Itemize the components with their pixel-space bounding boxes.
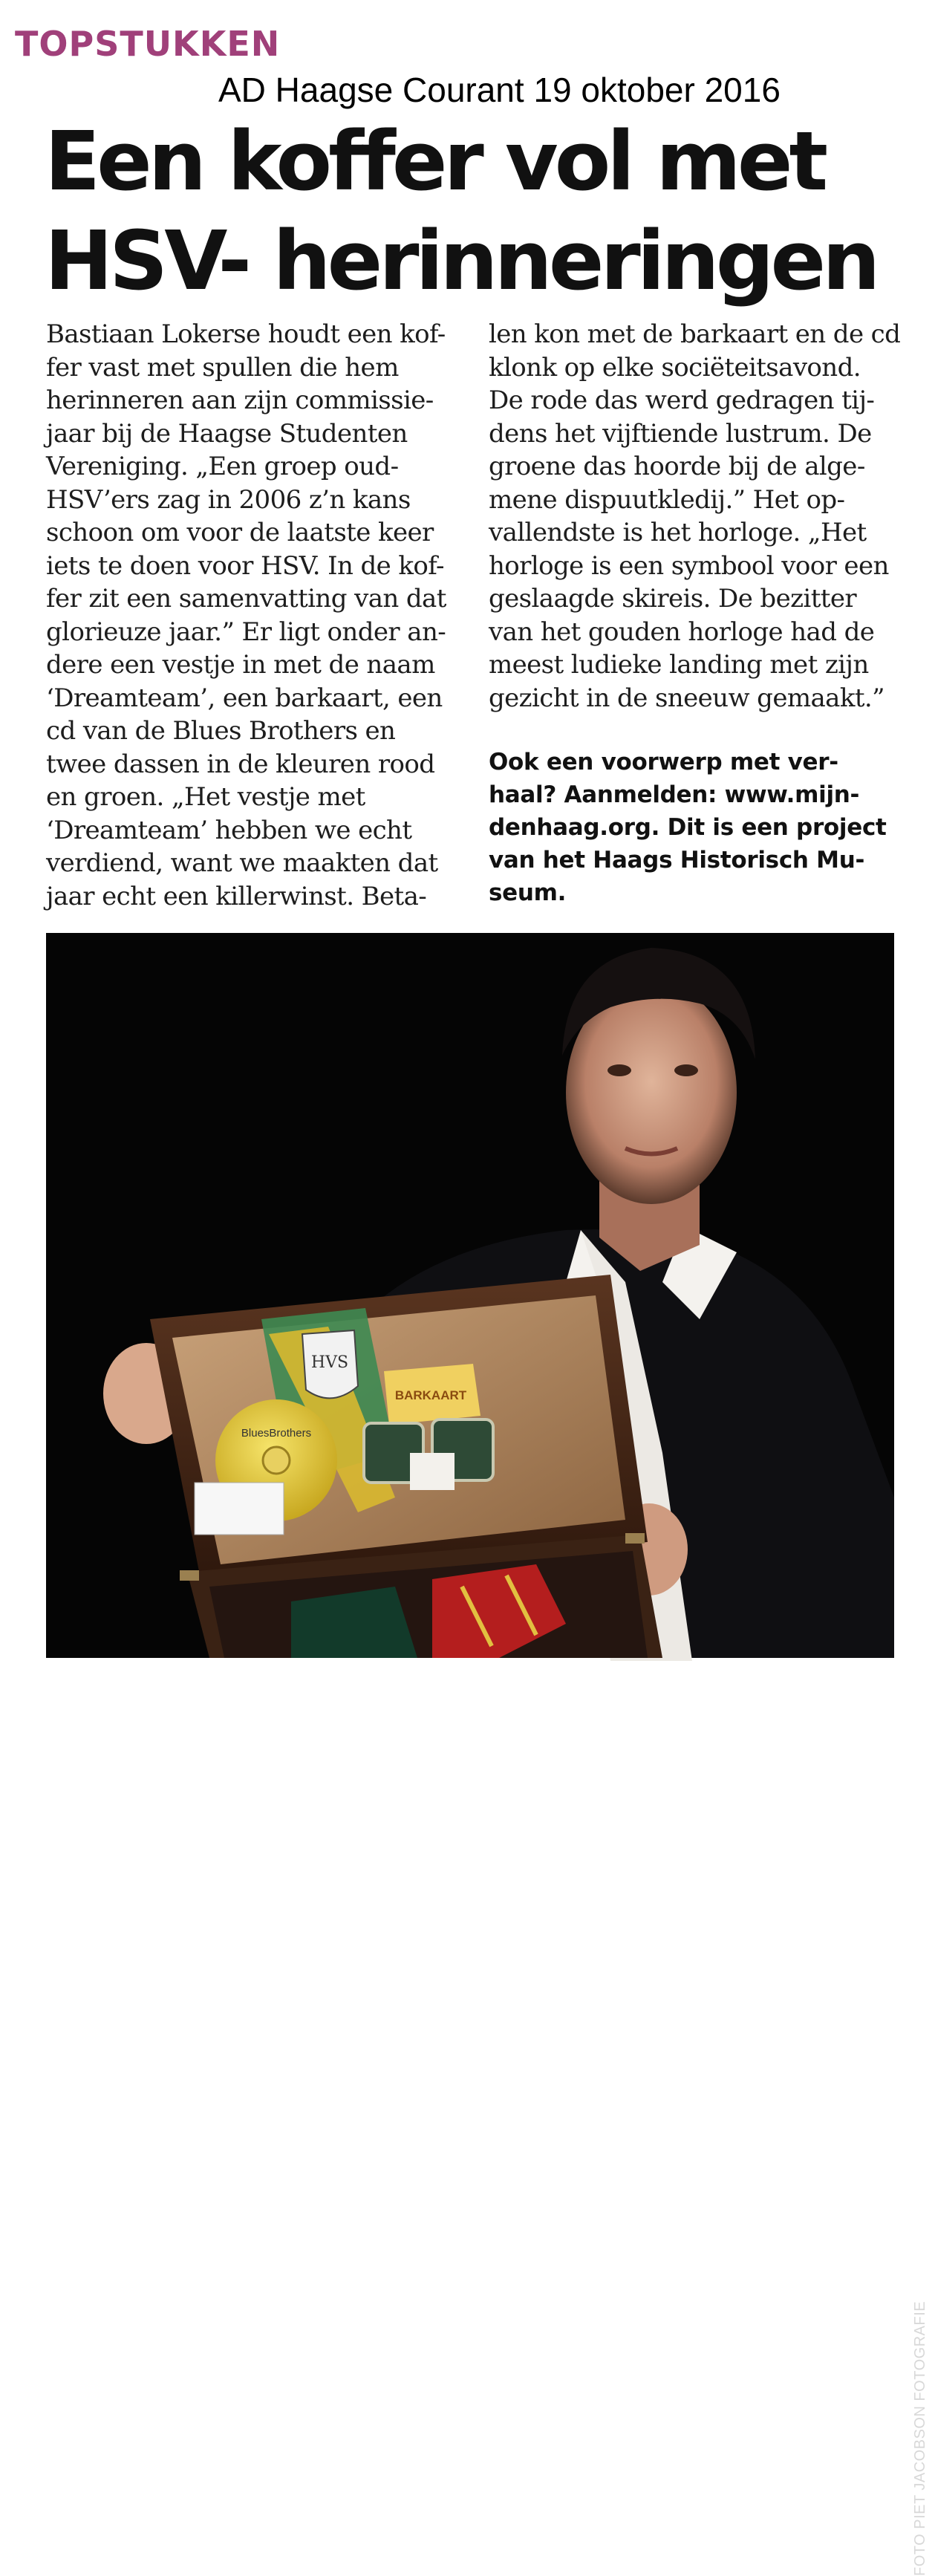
body-line: twee dassen in de kleuren rood — [46, 749, 435, 779]
body-line: iets te doen voor HSV. In de kof- — [46, 550, 444, 581]
photo-illustration — [46, 933, 894, 1658]
article-photo — [46, 933, 928, 2576]
body-line: cd van de Blues Brothers en — [46, 716, 396, 746]
crest-label: HVS — [310, 1353, 349, 1372]
body-line: fer vast met spullen die hem — [46, 352, 399, 383]
body-line: mene dispuutkledij.” Het op- — [489, 484, 845, 515]
source-line: AD Haagse Courant 19 oktober 2016 — [218, 71, 781, 109]
body-line: horloge is een symbool voor een — [489, 550, 889, 581]
barkaart-label: BARKAART — [394, 1388, 467, 1402]
body-line: herinneren aan zijn commissie- — [46, 386, 434, 415]
cd-label: BluesBrothers — [241, 1427, 312, 1440]
headline — [45, 111, 906, 310]
body-line: HSV’ers zag in 2006 z’n kans — [46, 484, 411, 515]
body-line: en groen. „Het vestje met — [46, 782, 365, 812]
callout-line: van het Haags Historisch Mu- — [489, 847, 865, 874]
body-line: glorieuze jaar.” Er ligt onder an- — [46, 617, 446, 647]
body-line: jaar echt een killerwinst. Beta- — [46, 881, 427, 911]
callout-line: haal? Aanmelden: www.mijn- — [489, 781, 860, 808]
body-line: van het gouden horloge had de — [489, 617, 875, 647]
body-line: Bastiaan Lokerse houdt een kof- — [46, 319, 446, 349]
callout-line: seum. — [489, 879, 567, 906]
body-line: vallendste is het horloge. „Het — [489, 518, 867, 547]
body-line: De rode das werd gedragen tij- — [489, 386, 875, 415]
body-line: schoon om voor de laatste keer — [46, 518, 434, 547]
body-line: ‘Dreamteam’, een barkaart, een — [46, 683, 443, 713]
section-kicker: TOPSTUKKEN — [15, 24, 281, 64]
body-line: Vereniging. „Een groep oud- — [46, 452, 399, 481]
body-line: gezicht in de sneeuw gemaakt.” — [489, 683, 884, 713]
body-line: klonk op elke sociëteitsavond. — [489, 352, 861, 383]
photo-credit: FOTO PIET JACOBSON FOTOGRAFIE — [912, 2300, 928, 2576]
body-line: len kon met de barkaart en de cd — [489, 319, 901, 349]
body-line: ‘Dreamteam’ hebben we echt — [46, 815, 412, 845]
callout-line: denhaag.org. Dit is een project — [489, 814, 887, 841]
body-line: fer zit een samenvatting van dat — [46, 584, 446, 614]
body-line: groene das hoorde bij de alge- — [489, 452, 865, 481]
body-line: dere een vestje in met de naam — [46, 650, 435, 680]
body-column-left — [46, 318, 462, 913]
headline-line-2: HSV- herinneringen — [45, 213, 877, 308]
body-line: meest ludieke landing met zijn — [489, 650, 869, 680]
body-line: jaar bij de Haagse Studenten — [46, 418, 408, 449]
callout-box — [489, 746, 919, 909]
body-column-right — [489, 318, 905, 715]
body-line: geslaagde skireis. De bezitter — [489, 584, 857, 614]
body-line: dens het vijftiende lustrum. De — [489, 418, 872, 449]
callout-line: Ook een voorwerp met ver- — [489, 749, 838, 775]
body-line: verdiend, want we maakten dat — [46, 848, 438, 878]
headline-line-1: Een koffer vol met — [45, 114, 825, 209]
